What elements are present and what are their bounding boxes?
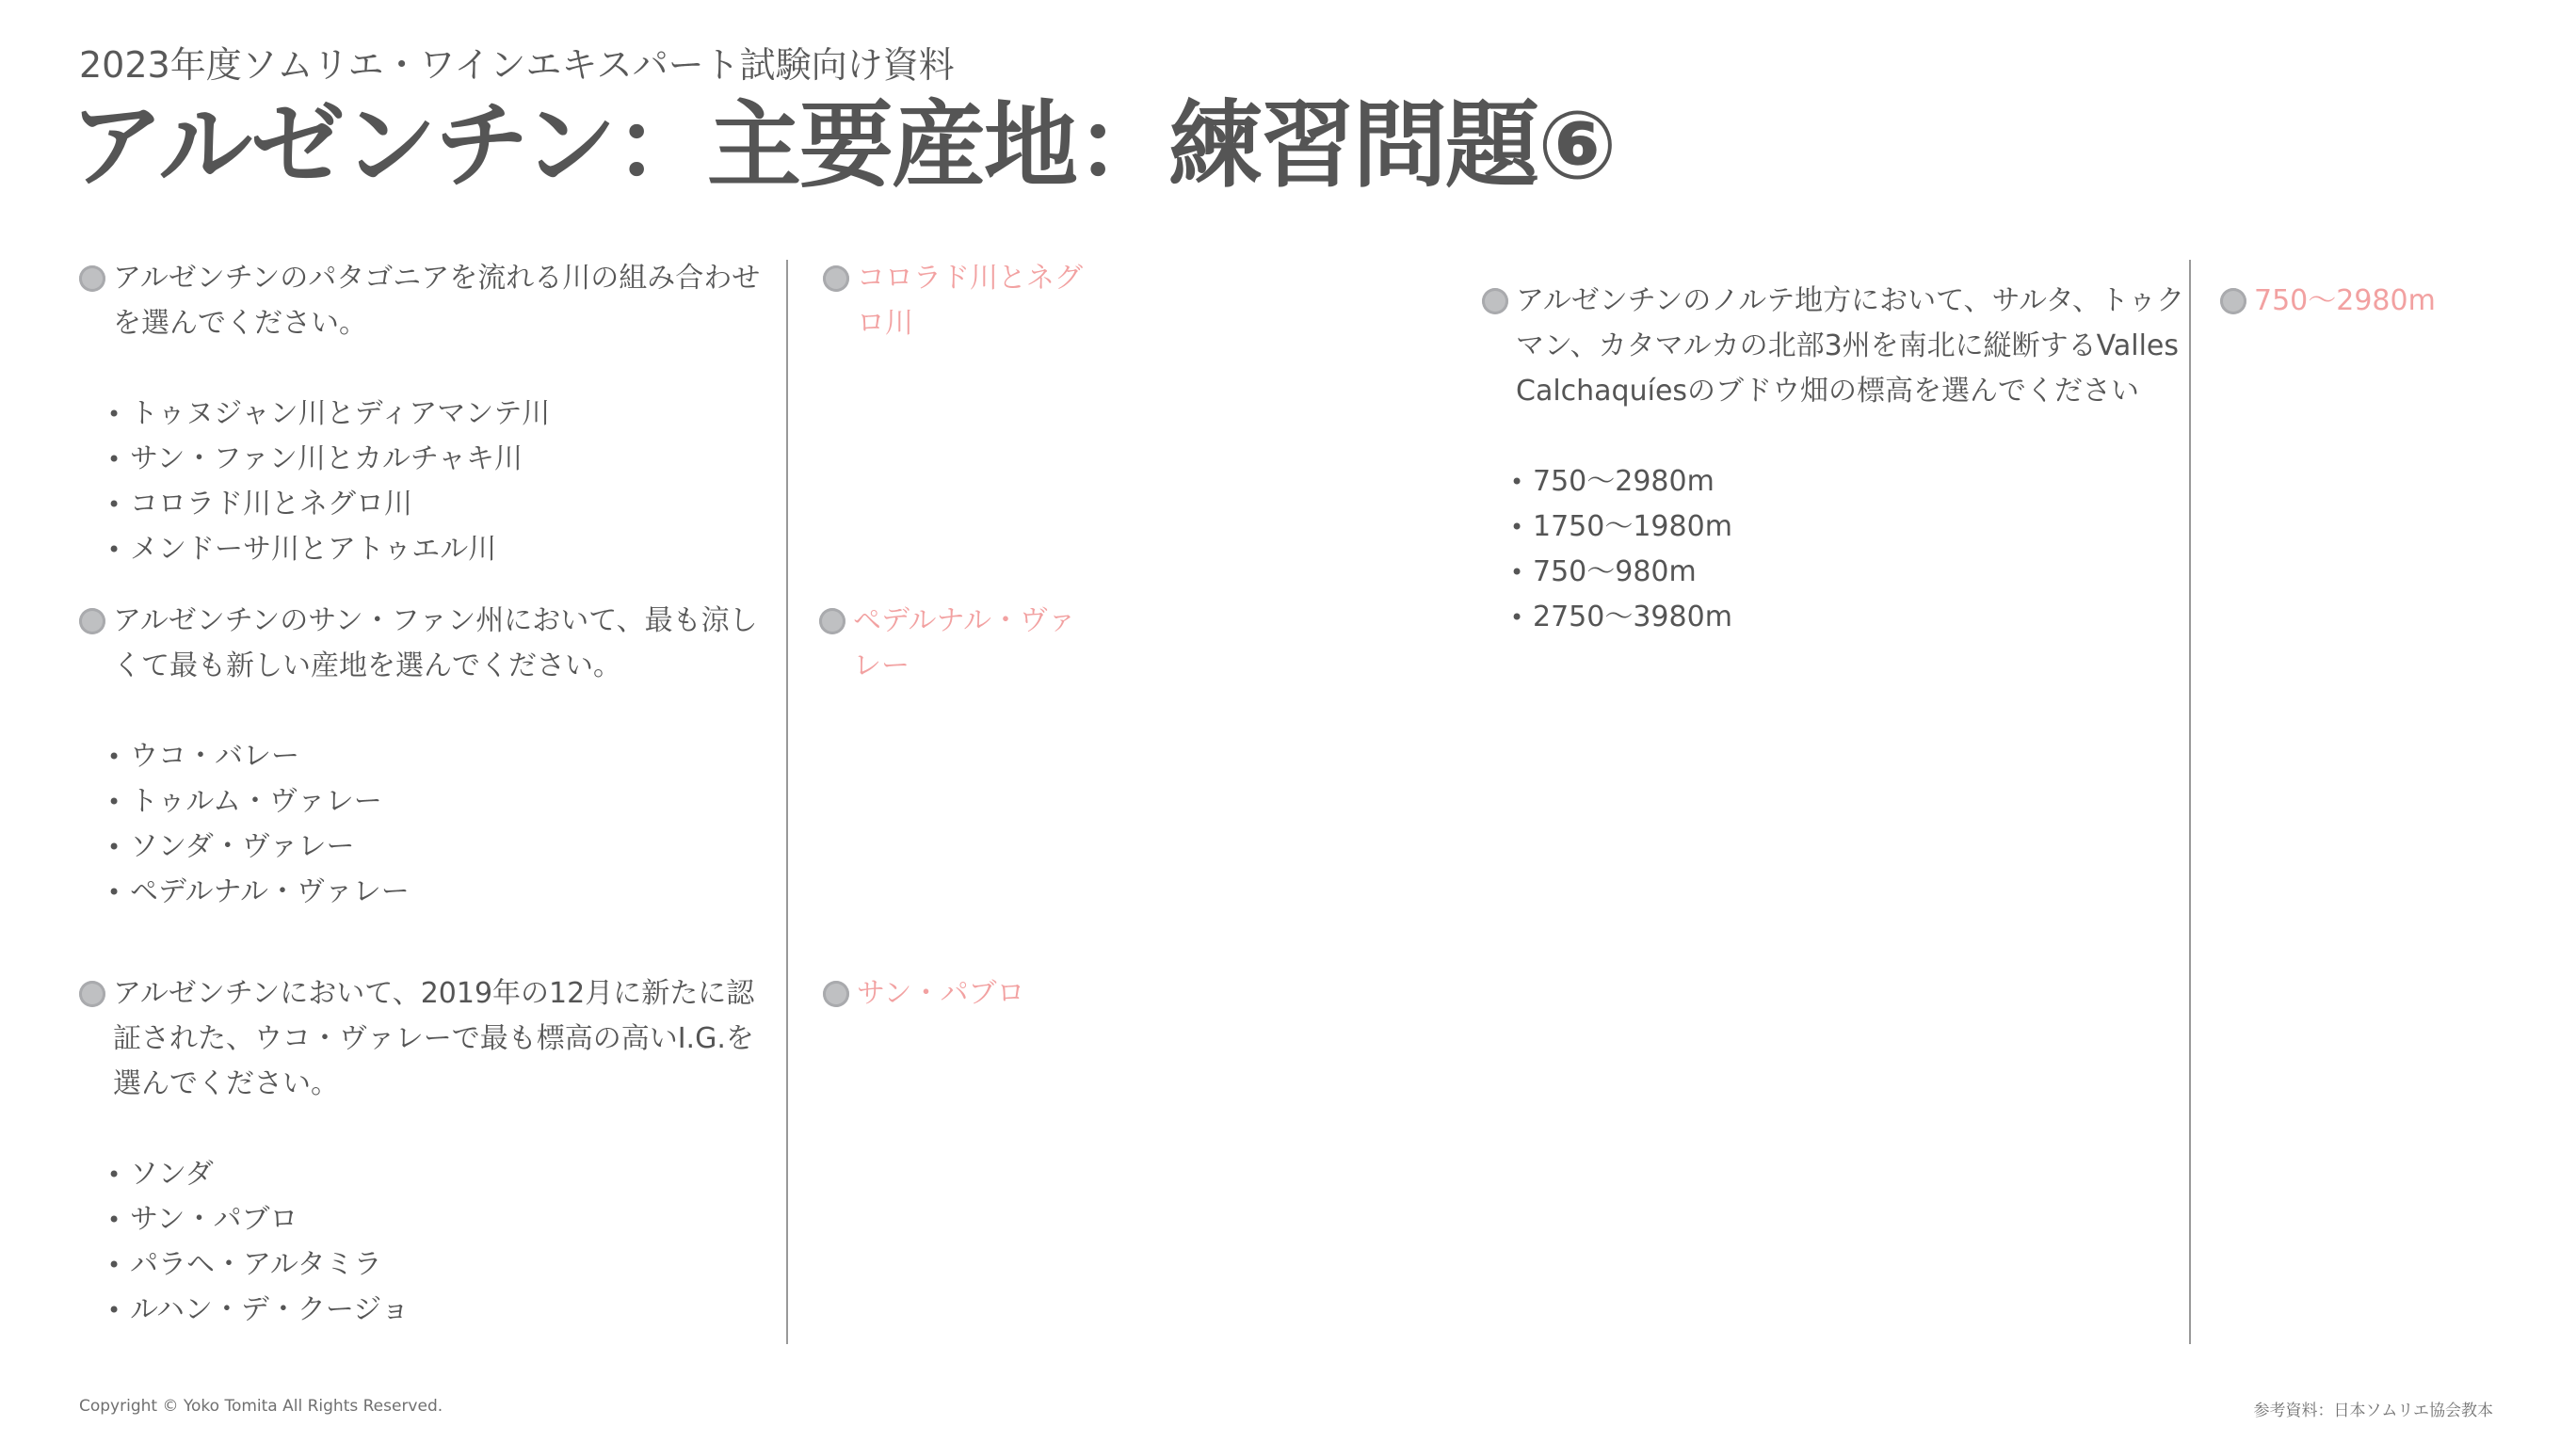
answer-4-label: 750〜2980m bbox=[2254, 284, 2436, 317]
option-item: • ウコ・バレー bbox=[107, 734, 776, 779]
answer-1-label: コロラド川とネグロ川 bbox=[857, 262, 1083, 340]
bullet-circle-icon bbox=[823, 265, 849, 292]
question-4-options bbox=[1482, 459, 2188, 640]
question-4-label: アルゼンチンのノルテ地方において、サルタ、トゥクマン、カタマルカの北部3州を南北に縦断するValles Calchaquíesのブドウ畑の標高を選んでください bbox=[1516, 284, 2185, 408]
column-divider bbox=[786, 260, 788, 1344]
option-item: • ペデルナル・ヴァレー bbox=[107, 870, 776, 915]
option-item: • トゥヌジャン川とディアマンテ川 bbox=[107, 392, 776, 437]
question-4 bbox=[1482, 279, 2188, 640]
question-3 bbox=[79, 971, 776, 1333]
question-1-label: アルゼンチンのパタゴニアを流れる川の組み合わせを選んでください。 bbox=[113, 262, 761, 340]
answer-2-label: ペデルナル・ヴァレー bbox=[853, 604, 1076, 682]
bullet-circle-icon bbox=[1482, 288, 1508, 314]
copyright-notice: Copyright © Yoko Tomita All Rights Reserved. bbox=[79, 1397, 443, 1416]
question-2-label: アルゼンチンのサン・ファン州において、最も涼しくて最も新しい産地を選んでください。 bbox=[113, 604, 758, 682]
answer-2 bbox=[819, 599, 1083, 689]
answer-4 bbox=[2220, 279, 2503, 324]
option-item: • ソンダ bbox=[107, 1152, 776, 1197]
question-1-options bbox=[79, 392, 776, 572]
column-divider bbox=[2189, 260, 2191, 1344]
bullet-circle-icon bbox=[79, 981, 105, 1007]
page-subtitle: 2023年度ソムリエ・ワインエキスパート試験向け資料 bbox=[79, 44, 955, 86]
bullet-circle-icon bbox=[823, 981, 849, 1007]
question-3-label: アルゼンチンにおいて、2019年の12月に新たに認証された、ウコ・ヴァレーで最も標高の高いI.G.を選んでください。 bbox=[113, 977, 755, 1100]
bullet-circle-icon bbox=[79, 608, 105, 634]
option-item: • コロラド川とネグロ川 bbox=[107, 482, 776, 527]
question-3-text bbox=[79, 971, 776, 1107]
bullet-circle-icon bbox=[79, 265, 105, 292]
option-item: • パラヘ・アルタミラ bbox=[107, 1242, 776, 1288]
question-2-text bbox=[79, 599, 776, 689]
answer-3 bbox=[823, 971, 1087, 1017]
option-item: • トゥルム・ヴァレー bbox=[107, 779, 776, 825]
option-item: • サン・ファン川とカルチャキ川 bbox=[107, 437, 776, 482]
option-item: • 750〜2980m bbox=[1510, 459, 2188, 505]
question-2 bbox=[79, 599, 776, 915]
answer-3-label: サン・パブロ bbox=[857, 977, 1025, 1010]
question-1-text bbox=[79, 256, 776, 346]
question-4-text bbox=[1482, 279, 2188, 414]
question-3-options bbox=[79, 1152, 776, 1333]
bullet-circle-icon bbox=[2220, 288, 2246, 314]
question-1 bbox=[79, 256, 776, 572]
answer-1 bbox=[823, 256, 1087, 346]
question-2-options bbox=[79, 734, 776, 915]
option-item: • ソンダ・ヴァレー bbox=[107, 825, 776, 870]
option-item: • ルハン・デ・クージョ bbox=[107, 1288, 776, 1333]
option-item: • サン・パブロ bbox=[107, 1197, 776, 1242]
page-title: アルゼンチン：主要産地：練習問題⑥ bbox=[70, 90, 1616, 200]
option-item: • 1750〜1980m bbox=[1510, 505, 2188, 550]
option-item: • 2750〜3980m bbox=[1510, 595, 2188, 640]
bullet-circle-icon bbox=[819, 608, 845, 634]
option-item: • メンドーサ川とアトゥエル川 bbox=[107, 527, 776, 572]
option-item: • 750〜980m bbox=[1510, 550, 2188, 595]
reference-note: 参考資料：日本ソムリエ協会教本 bbox=[2253, 1402, 2493, 1420]
